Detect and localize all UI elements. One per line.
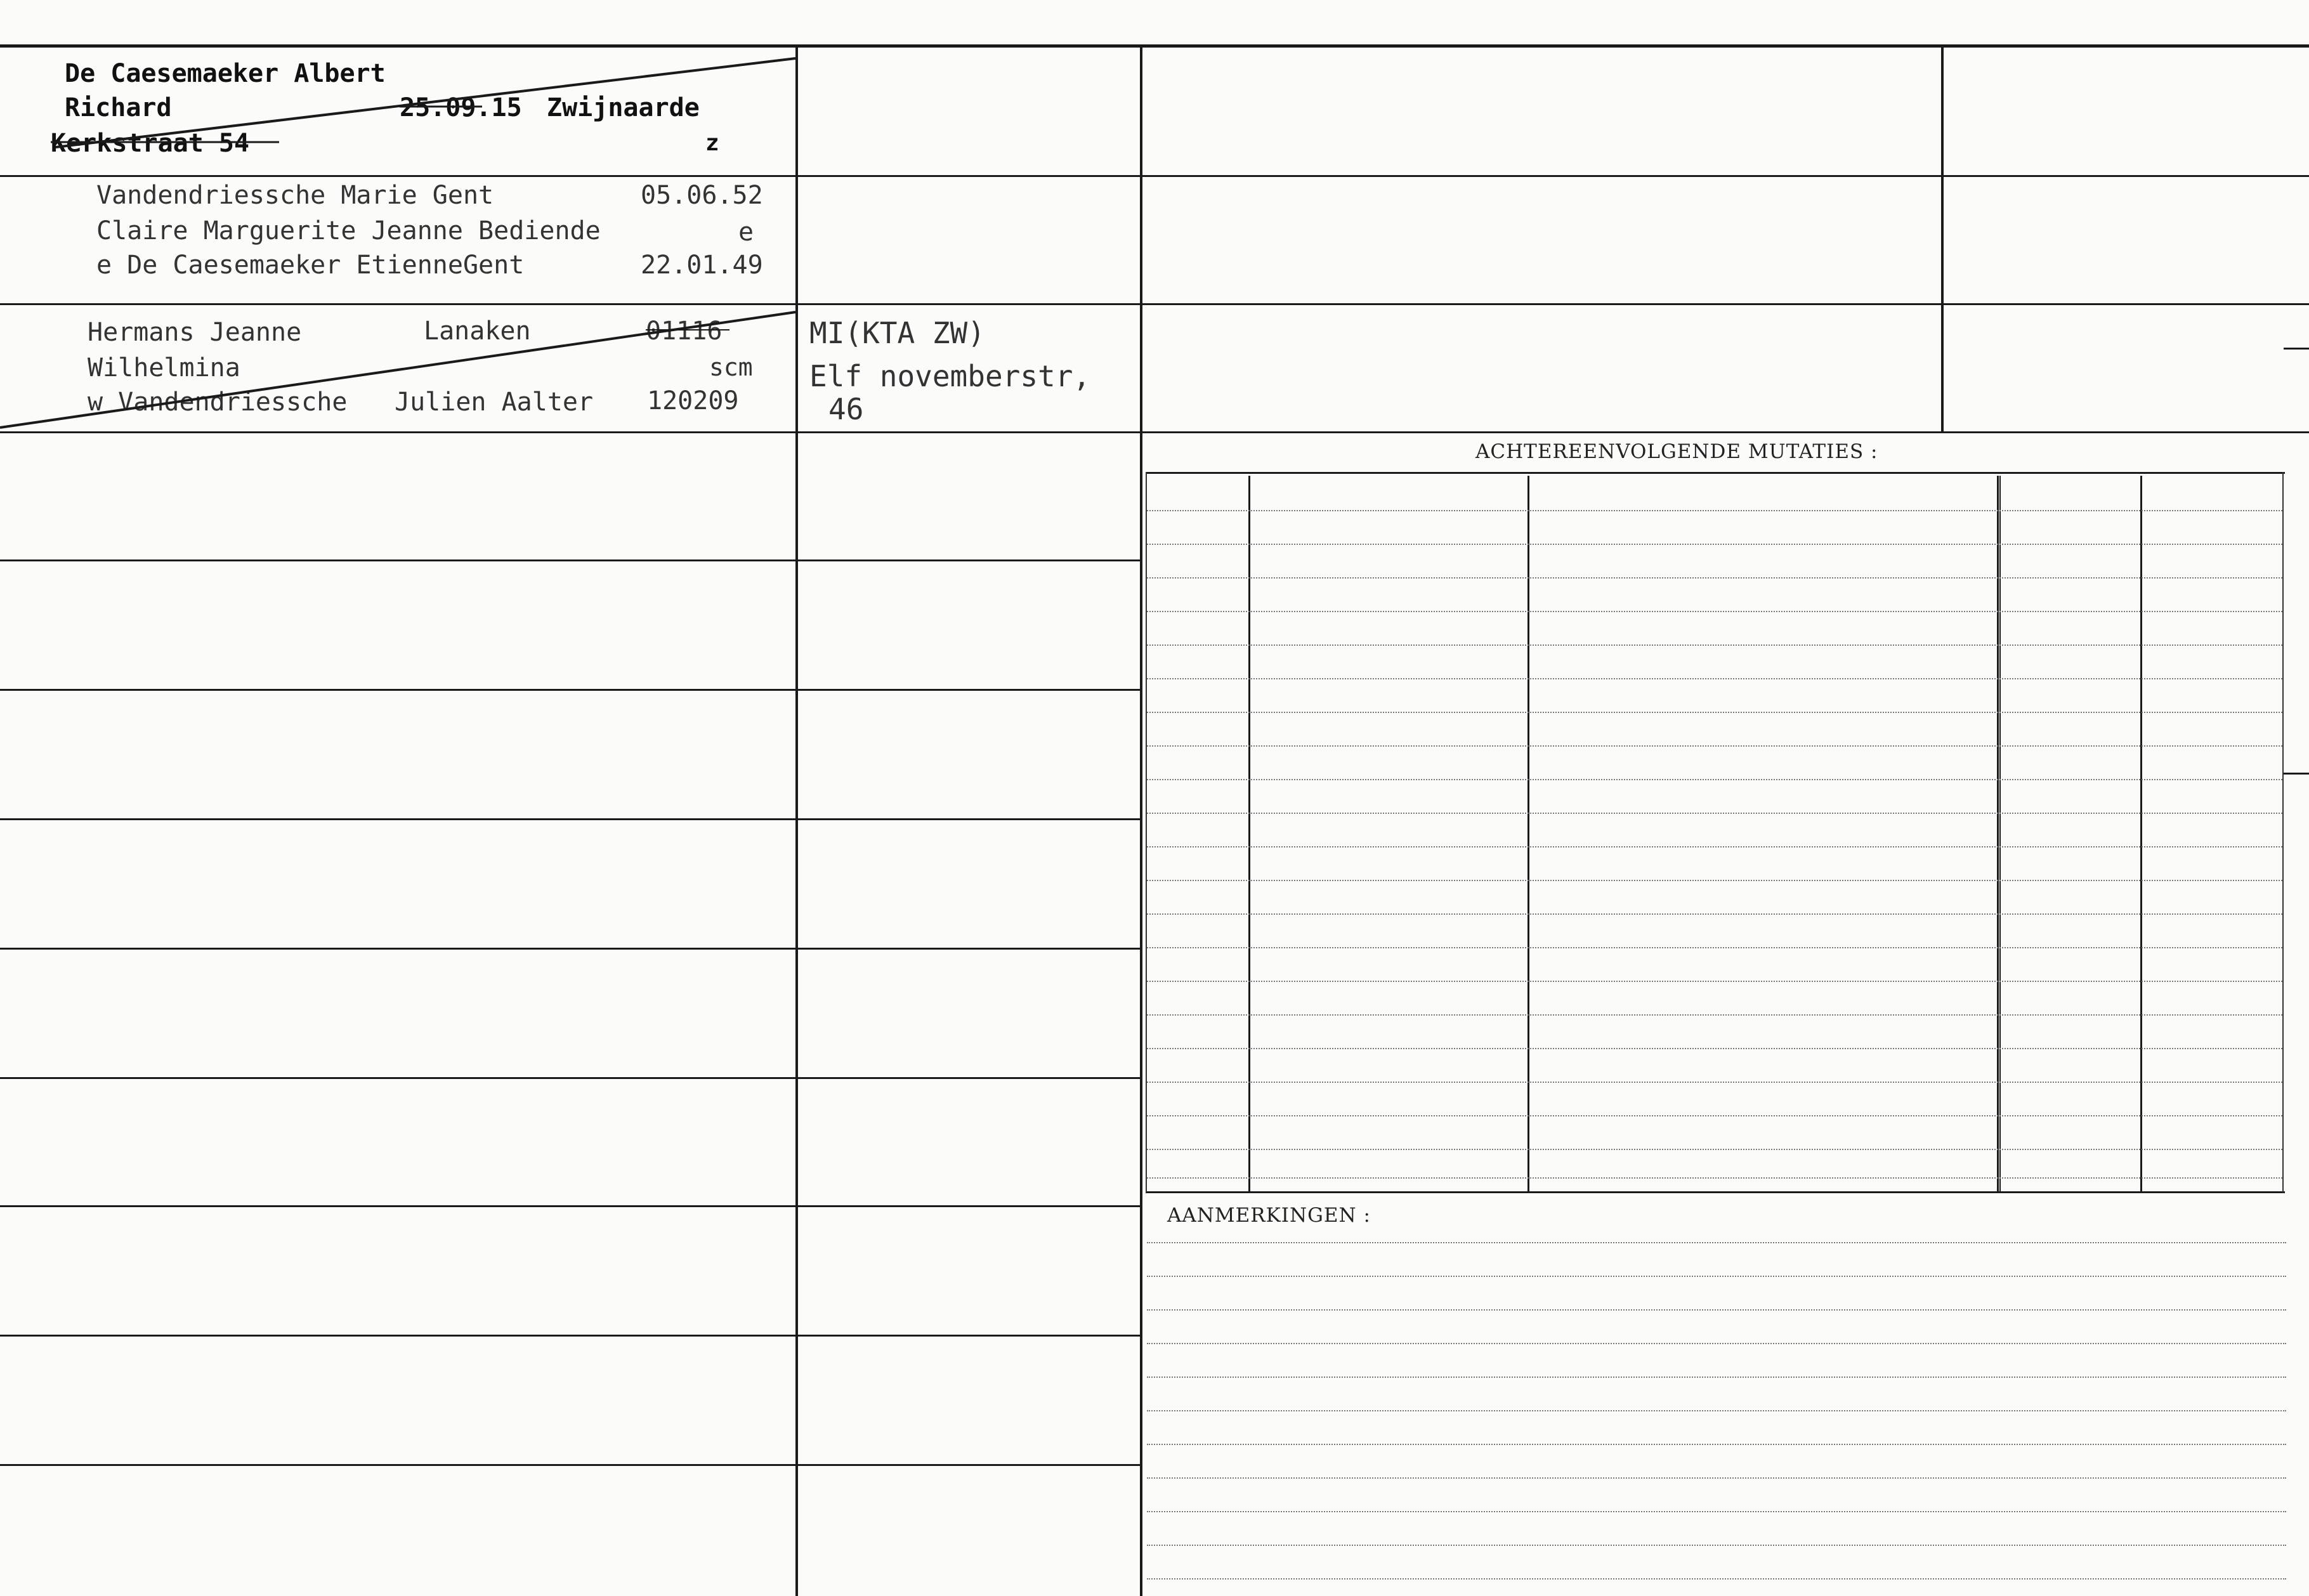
right-row-line <box>1140 431 2309 433</box>
right-row-line <box>1140 175 2309 177</box>
person-birth-place: Zwijnaarde <box>547 93 700 122</box>
row3-strike-line <box>0 0 1 1</box>
mutaties-row-line <box>1147 611 2282 612</box>
mutaties-row-line <box>1147 1115 2282 1116</box>
mutaties-row-line <box>1147 779 2282 780</box>
margin-tick <box>2284 348 2309 350</box>
spouse-date-line1: 05.06.52 <box>641 181 763 210</box>
mutaties-row-line <box>1147 678 2282 679</box>
mutaties-row-line <box>1147 846 2282 847</box>
aanmerkingen-line <box>1147 1377 2286 1378</box>
person-firstname: Richard <box>65 93 172 122</box>
column-divider-3 <box>1941 48 1944 431</box>
aanmerkingen-line <box>1147 1276 2286 1277</box>
right-row-line <box>1140 303 2309 305</box>
column-divider-1 <box>795 48 798 1596</box>
row-line <box>0 1077 1140 1079</box>
row-line <box>0 559 1140 561</box>
aanmerkingen-line <box>1147 1309 2286 1311</box>
aanmerkingen-line <box>1147 1511 2286 1512</box>
aanmerkingen-line <box>1147 1578 2286 1580</box>
margin-tick <box>2284 773 2309 775</box>
mutaties-row-line <box>1147 644 2282 646</box>
mutaties-row-line <box>1147 1082 2282 1083</box>
person-birth-date: 25.09.15 <box>400 93 522 122</box>
mutaties-heading: ACHTEREENVOLGENDE MUTATIES : <box>1475 440 1878 463</box>
row-line <box>0 175 1140 177</box>
spouse-date-line3: 22.01.49 <box>641 251 763 280</box>
row-line <box>0 1205 1140 1207</box>
row-line <box>0 431 1140 433</box>
aanmerkingen-line <box>1147 1545 2286 1546</box>
aanmerkingen-heading: AANMERKINGEN : <box>1167 1204 1371 1227</box>
mutaties-row-line <box>1147 1149 2282 1150</box>
mutaties-col-line <box>1997 476 1999 1193</box>
address-line1: MI(KTA ZW) <box>809 316 985 350</box>
mutaties-col-line <box>2140 476 2142 1193</box>
spouse-name-line1: Vandendriessche Marie Gent <box>96 181 494 210</box>
mutaties-row-line <box>1147 1014 2282 1016</box>
mutaties-row-line <box>1147 510 2282 511</box>
row-line <box>0 818 1140 820</box>
mutaties-row-line <box>1147 981 2282 982</box>
spouse-name-line3: e De Caesemaeker EtienneGent <box>96 251 525 280</box>
spouse-code-line2: e <box>738 218 754 247</box>
aanmerkingen-line <box>1147 1477 2286 1479</box>
spouse-name-line2: Claire Marguerite Jeanne Bediende <box>96 216 601 245</box>
mother-status: scm <box>709 353 753 381</box>
top-border-line <box>0 44 2309 48</box>
aanmerkingen-line <box>1147 1410 2286 1411</box>
aanmerkingen-line <box>1147 1242 2286 1243</box>
address-line2: Elf novemberstr, <box>809 359 1091 393</box>
person-status: z <box>705 130 719 156</box>
row-line <box>0 1464 1140 1466</box>
mother-code2: 120209 <box>647 386 739 415</box>
mutaties-row-line <box>1147 712 2282 713</box>
mutaties-bottom-line <box>1146 1191 2285 1193</box>
row-line <box>0 689 1140 691</box>
mutaties-col-line <box>1999 476 2001 1193</box>
aanmerkingen-line <box>1147 1343 2286 1344</box>
mutaties-col-line <box>1146 472 1147 1193</box>
mother-place2: Julien Aalter <box>395 388 594 417</box>
mutaties-col-line <box>1527 476 1529 1193</box>
mutaties-row-line <box>1147 577 2282 579</box>
mutaties-row-line <box>1147 913 2282 915</box>
mutaties-row-line <box>1147 544 2282 545</box>
row-line <box>0 948 1140 950</box>
row-line <box>0 1335 1140 1337</box>
mutaties-top-line <box>1146 472 2285 474</box>
mutaties-col-line <box>2282 472 2284 1193</box>
column-divider-2 <box>1140 48 1142 1596</box>
mutaties-row-line <box>1147 1177 2282 1179</box>
mutaties-row-line <box>1147 745 2282 747</box>
mother-firstname: Wilhelmina <box>88 353 240 383</box>
mutaties-row-line <box>1147 880 2282 881</box>
mutaties-row-line <box>1147 813 2282 814</box>
row-line <box>0 303 1140 305</box>
mutaties-col-line <box>1248 476 1250 1193</box>
person-address: Kerkstraat 54 <box>51 129 250 158</box>
mutaties-row-line <box>1147 1048 2282 1049</box>
mother-place: Lanaken <box>424 317 531 346</box>
person-name: De Caesemaeker Albert <box>65 59 386 88</box>
mother-spouse: w Vandendriessche <box>88 388 348 417</box>
mutaties-row-line <box>1147 947 2282 948</box>
mother-code: 01116 <box>646 317 723 346</box>
mother-name: Hermans Jeanne <box>88 318 302 347</box>
address-line3: 46 <box>828 392 864 426</box>
aanmerkingen-line <box>1147 1444 2286 1445</box>
